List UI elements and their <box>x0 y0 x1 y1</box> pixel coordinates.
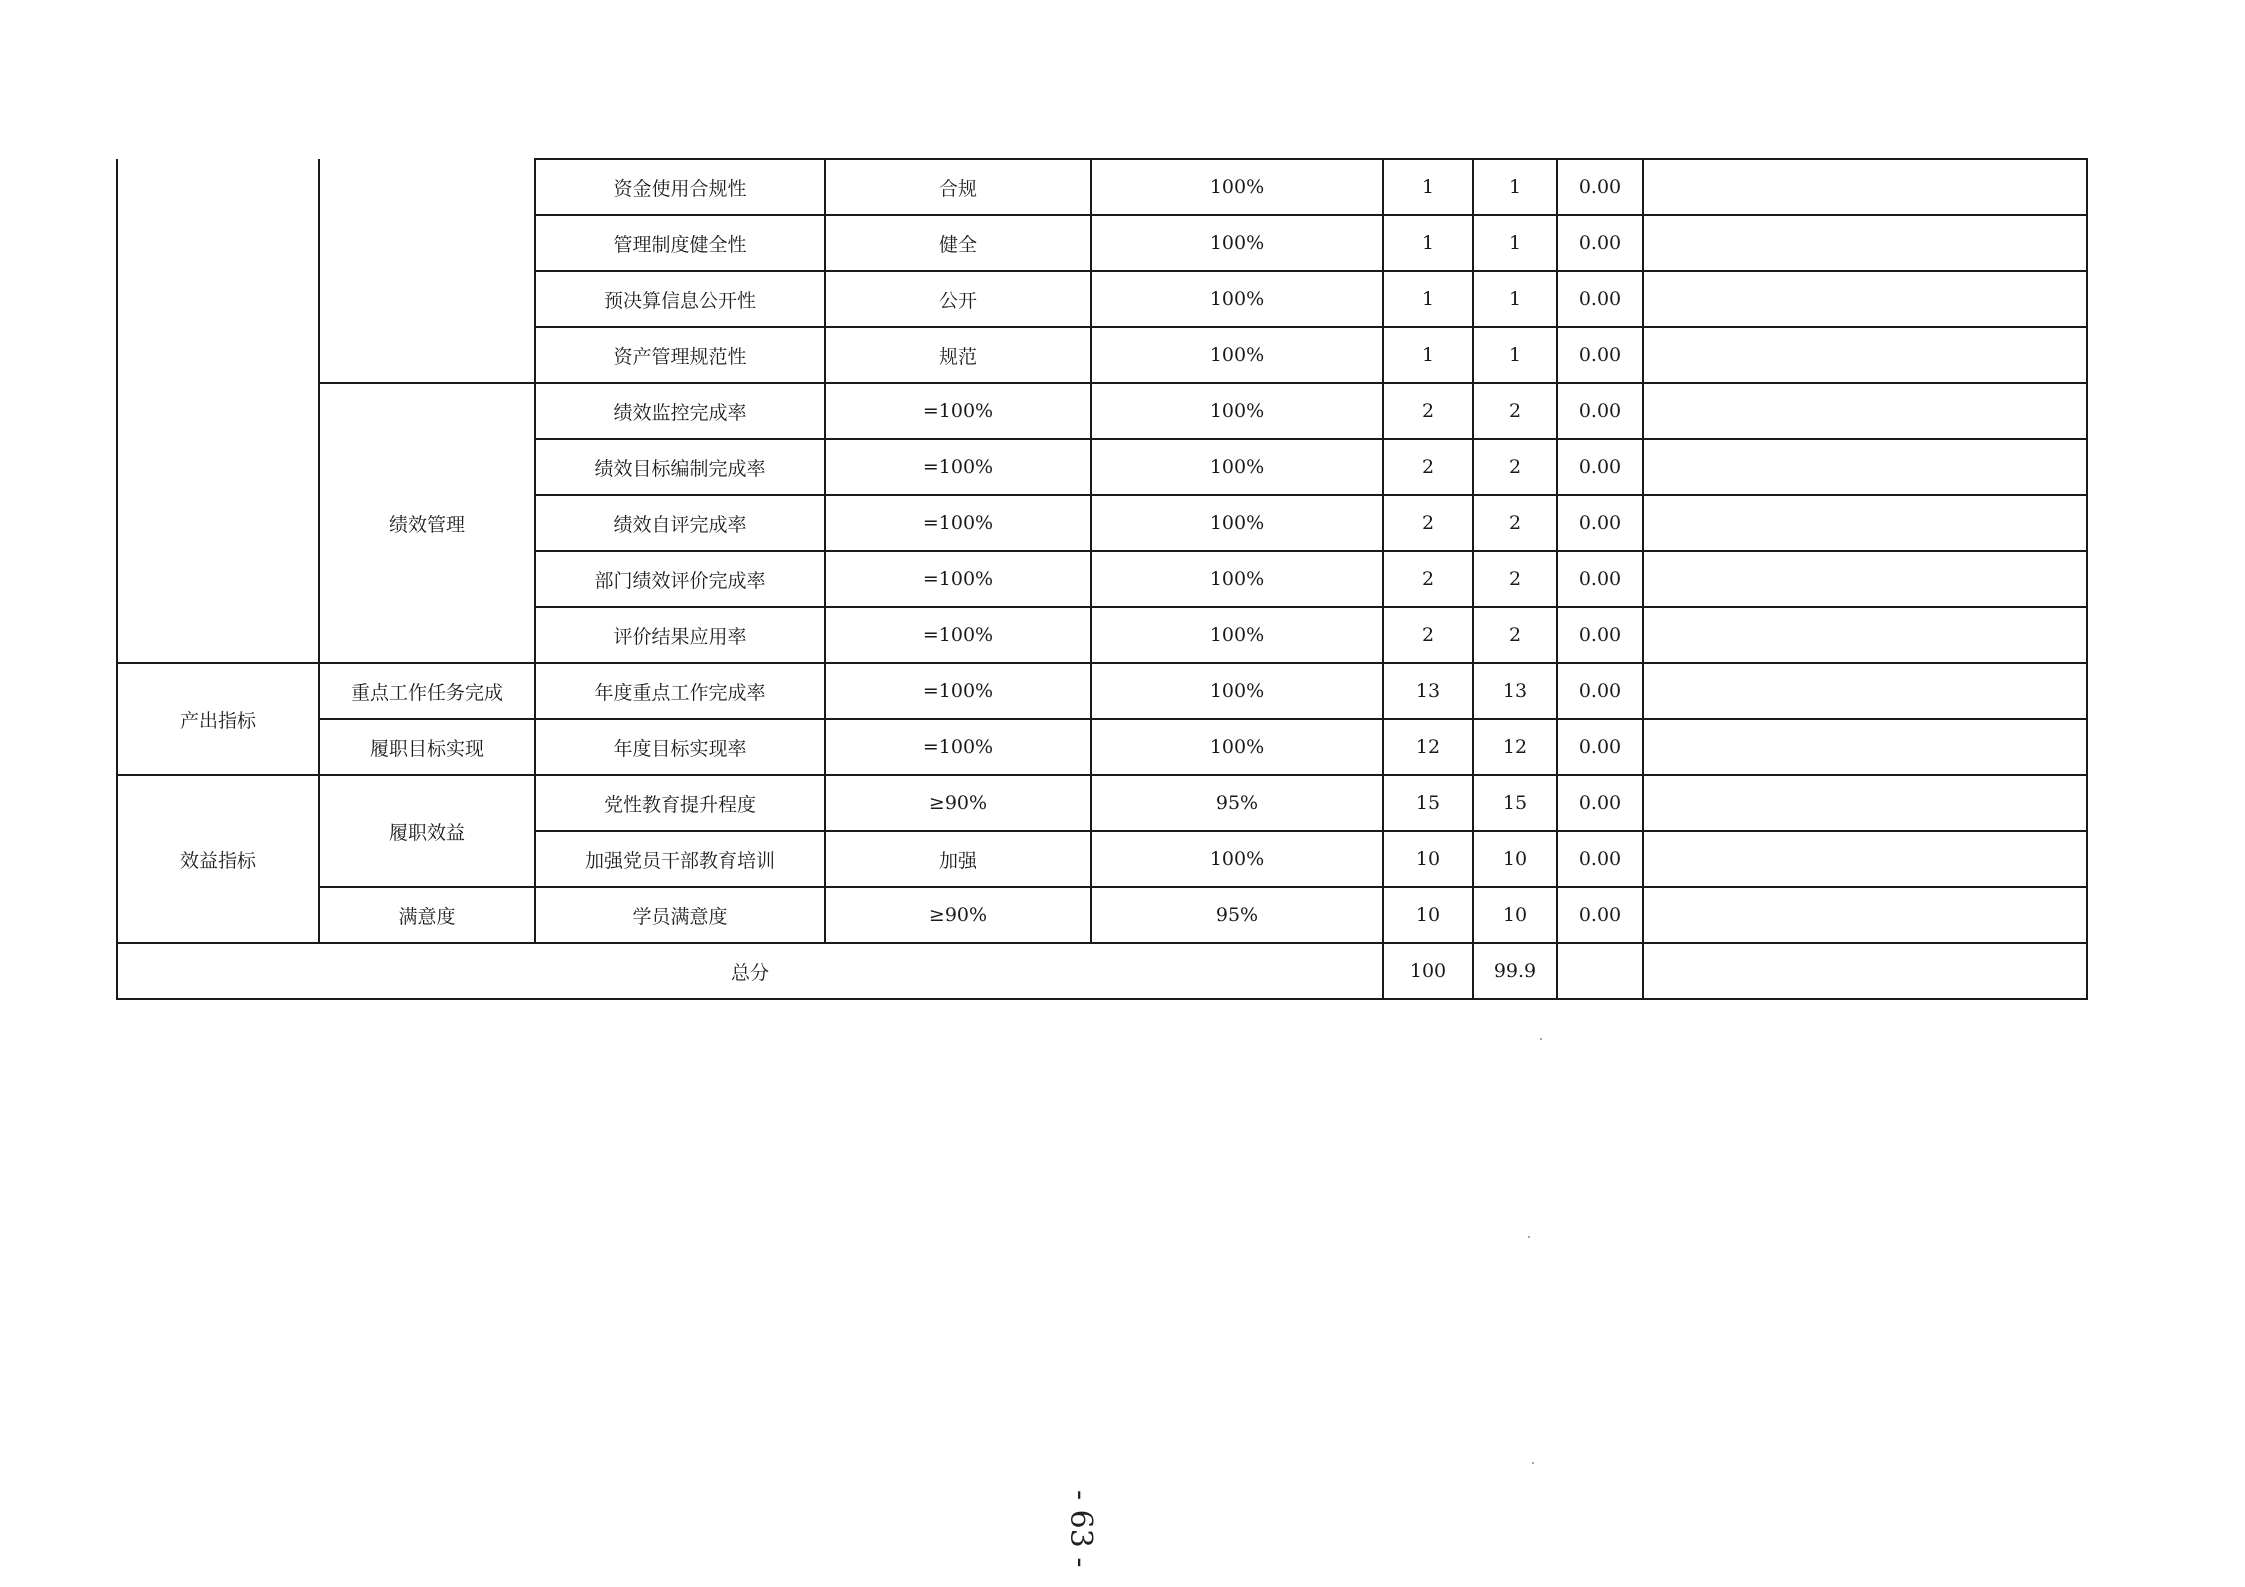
performance-table <box>116 158 2088 1000</box>
note-cell <box>1643 551 2087 607</box>
total-row <box>117 943 2087 999</box>
level2-satisfaction: 满意度 <box>319 887 535 943</box>
note-cell <box>1643 159 2087 215</box>
level1-benefit: 效益指标 <box>117 775 319 943</box>
indicator-name: 评价结果应用率 <box>535 607 825 663</box>
weight-cell: 12 <box>1383 719 1473 775</box>
score-cell: 2 <box>1473 495 1557 551</box>
indicator-name: 党性教育提升程度 <box>535 775 825 831</box>
target-value: ≥90% <box>825 887 1091 943</box>
actual-value: 100% <box>1091 495 1383 551</box>
actual-value: 95% <box>1091 775 1383 831</box>
weight-cell: 2 <box>1383 607 1473 663</box>
deduction-cell: 0.00 <box>1557 327 1643 383</box>
weight-cell: 1 <box>1383 159 1473 215</box>
note-cell <box>1643 663 2087 719</box>
score-cell: 1 <box>1473 271 1557 327</box>
deduction-cell: 0.00 <box>1557 495 1643 551</box>
actual-value: 100% <box>1091 831 1383 887</box>
deduction-cell: 0.00 <box>1557 663 1643 719</box>
actual-value: 95% <box>1091 887 1383 943</box>
score-cell: 10 <box>1473 831 1557 887</box>
weight-cell: 1 <box>1383 215 1473 271</box>
table-row <box>117 775 2087 831</box>
score-cell: 13 <box>1473 663 1557 719</box>
weight-cell: 10 <box>1383 831 1473 887</box>
note-cell <box>1643 439 2087 495</box>
note-cell <box>1643 383 2087 439</box>
actual-value: 100% <box>1091 607 1383 663</box>
indicator-name: 绩效目标编制完成率 <box>535 439 825 495</box>
deduction-cell: 0.00 <box>1557 607 1643 663</box>
target-value: 规范 <box>825 327 1091 383</box>
table-row <box>117 159 2087 215</box>
note-cell <box>1643 495 2087 551</box>
total-label: 总分 <box>117 943 1383 999</box>
target-value: 合规 <box>825 159 1091 215</box>
target-value: 加强 <box>825 831 1091 887</box>
actual-value: 100% <box>1091 719 1383 775</box>
target-value: =100% <box>825 663 1091 719</box>
level2-perf-mgmt: 绩效管理 <box>319 383 535 663</box>
level2-cell-continued <box>319 159 535 383</box>
total-score: 99.9 <box>1473 943 1557 999</box>
weight-cell: 1 <box>1383 327 1473 383</box>
note-cell <box>1643 887 2087 943</box>
table-row <box>117 887 2087 943</box>
indicator-name: 资产管理规范性 <box>535 327 825 383</box>
deduction-cell: 0.00 <box>1557 271 1643 327</box>
score-cell: 2 <box>1473 607 1557 663</box>
weight-cell: 13 <box>1383 663 1473 719</box>
level2-duty-benefit: 履职效益 <box>319 775 535 887</box>
score-cell: 2 <box>1473 439 1557 495</box>
score-cell: 1 <box>1473 215 1557 271</box>
target-value: =100% <box>825 495 1091 551</box>
weight-cell: 1 <box>1383 271 1473 327</box>
note-cell <box>1643 607 2087 663</box>
table-row <box>117 663 2087 719</box>
score-cell: 10 <box>1473 887 1557 943</box>
score-cell: 2 <box>1473 383 1557 439</box>
level2-duty-goal: 履职目标实现 <box>319 719 535 775</box>
actual-value: 100% <box>1091 271 1383 327</box>
target-value: =100% <box>825 719 1091 775</box>
indicator-name: 学员满意度 <box>535 887 825 943</box>
level1-cell-continued <box>117 159 319 663</box>
score-cell: 1 <box>1473 327 1557 383</box>
deduction-cell: 0.00 <box>1557 551 1643 607</box>
target-value: 健全 <box>825 215 1091 271</box>
weight-cell: 10 <box>1383 887 1473 943</box>
table-row <box>117 383 2087 439</box>
indicator-name: 预决算信息公开性 <box>535 271 825 327</box>
weight-cell: 2 <box>1383 495 1473 551</box>
page-number: - 63 - <box>1063 1490 1098 1568</box>
deduction-cell: 0.00 <box>1557 215 1643 271</box>
indicator-name: 绩效自评完成率 <box>535 495 825 551</box>
weight-cell: 15 <box>1383 775 1473 831</box>
note-cell <box>1643 271 2087 327</box>
deduction-cell: 0.00 <box>1557 159 1643 215</box>
target-value: =100% <box>825 607 1091 663</box>
deduction-cell: 0.00 <box>1557 887 1643 943</box>
target-value: ≥90% <box>825 775 1091 831</box>
scan-speck <box>1540 1038 1542 1040</box>
indicator-name: 年度重点工作完成率 <box>535 663 825 719</box>
total-note <box>1643 943 2087 999</box>
deduction-cell: 0.00 <box>1557 439 1643 495</box>
score-cell: 2 <box>1473 551 1557 607</box>
indicator-name: 年度目标实现率 <box>535 719 825 775</box>
score-cell: 12 <box>1473 719 1557 775</box>
actual-value: 100% <box>1091 159 1383 215</box>
weight-cell: 2 <box>1383 551 1473 607</box>
actual-value: 100% <box>1091 383 1383 439</box>
deduction-cell: 0.00 <box>1557 831 1643 887</box>
deduction-cell: 0.00 <box>1557 383 1643 439</box>
weight-cell: 2 <box>1383 383 1473 439</box>
target-value: 公开 <box>825 271 1091 327</box>
actual-value: 100% <box>1091 215 1383 271</box>
weight-cell: 2 <box>1383 439 1473 495</box>
target-value: =100% <box>825 383 1091 439</box>
total-weight: 100 <box>1383 943 1473 999</box>
deduction-cell: 0.00 <box>1557 775 1643 831</box>
indicator-name: 部门绩效评价完成率 <box>535 551 825 607</box>
target-value: =100% <box>825 439 1091 495</box>
note-cell <box>1643 831 2087 887</box>
scan-speck <box>1528 1236 1530 1238</box>
level2-key-tasks: 重点工作任务完成 <box>319 663 535 719</box>
actual-value: 100% <box>1091 327 1383 383</box>
actual-value: 100% <box>1091 663 1383 719</box>
level1-output: 产出指标 <box>117 663 319 775</box>
score-cell: 1 <box>1473 159 1557 215</box>
indicator-name: 加强党员干部教育培训 <box>535 831 825 887</box>
note-cell <box>1643 215 2087 271</box>
total-deduction <box>1557 943 1643 999</box>
note-cell <box>1643 719 2087 775</box>
target-value: =100% <box>825 551 1091 607</box>
indicator-name: 资金使用合规性 <box>535 159 825 215</box>
note-cell <box>1643 775 2087 831</box>
indicator-name: 管理制度健全性 <box>535 215 825 271</box>
table-row <box>117 719 2087 775</box>
score-cell: 15 <box>1473 775 1557 831</box>
actual-value: 100% <box>1091 439 1383 495</box>
scan-speck <box>1532 1462 1534 1464</box>
actual-value: 100% <box>1091 551 1383 607</box>
indicator-name: 绩效监控完成率 <box>535 383 825 439</box>
note-cell <box>1643 327 2087 383</box>
deduction-cell: 0.00 <box>1557 719 1643 775</box>
